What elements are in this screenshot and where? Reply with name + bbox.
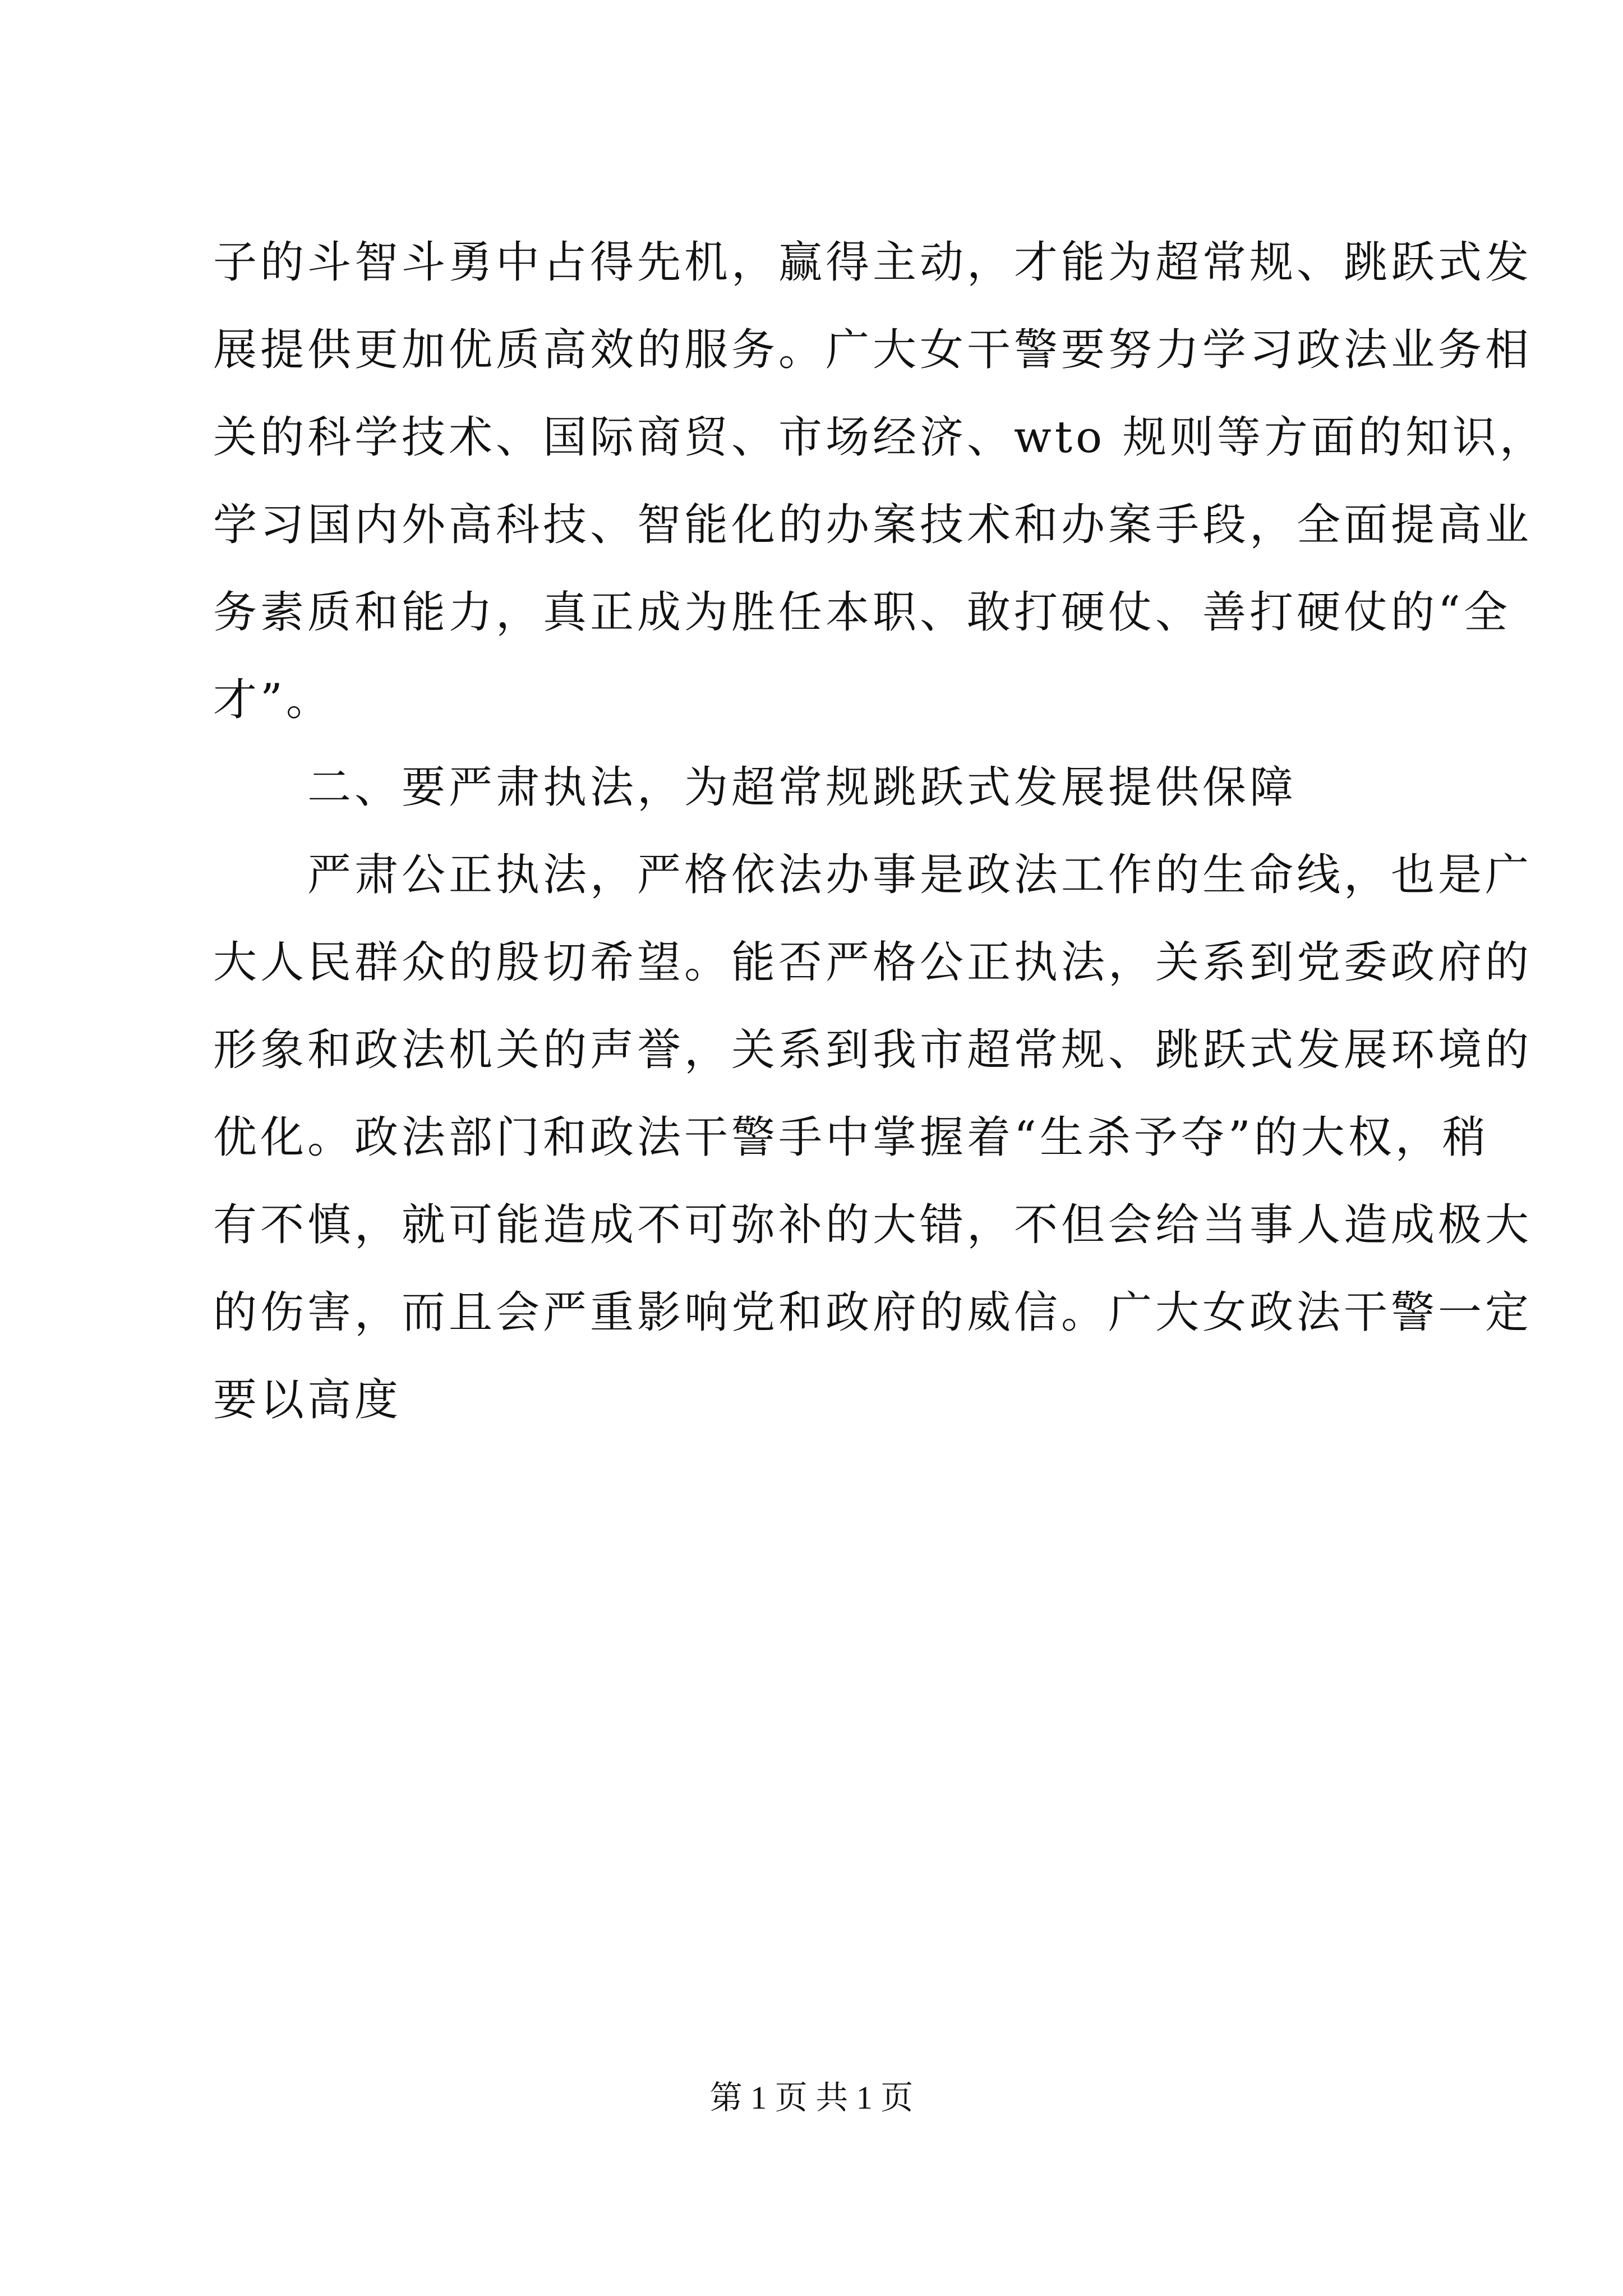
text-line: 才”。 [213,675,333,725]
text-line: 展提供更加优质高效的服务。广大女干警要努力学习政法业务相 [213,325,1533,375]
text-line: 有不慎，就可能造成不可弥补的大错，不但会给当事人造成极大 [213,1200,1533,1250]
text-line: 严肃公正执法，严格依法办事是政法工作的生命线，也是广 [213,850,1533,900]
text-line: 大人民群众的殷切希望。能否严格公正执法，关系到党委政府的 [213,937,1533,988]
text-line: 要以高度 [213,1375,402,1425]
text-line: 务素质和能力，真正成为胜任本职、敢打硬仗、善打硬仗的“全 [213,587,1511,638]
section-heading: 二、要严肃执法，为超常规跳跃式发展提供保障 [213,762,1297,813]
text-line: 的伤害，而且会严重影响党和政府的威信。广大女政法干警一定 [213,1287,1533,1338]
text-line: 优化。政法部门和政法干警手中掌握着“生杀予夺”的大权，稍 [213,1112,1490,1163]
text-line: 形象和政法机关的声誉，关系到我市超常规、跳跃式发展环境的 [213,1025,1533,1075]
text-line: 关的科学技术、国际商贸、市场经济、wto 规则等方面的知识， [213,412,1547,463]
document-body [213,219,1547,1444]
page-number-footer: 第 1 页 共 1 页 [709,2079,914,2116]
text-line: 子的斗智斗勇中占得先机，赢得主动，才能为超常规、跳跃式发 [213,237,1533,288]
text-line: 学习国内外高科技、智能化的办案技术和办案手段，全面提高业 [213,500,1533,550]
